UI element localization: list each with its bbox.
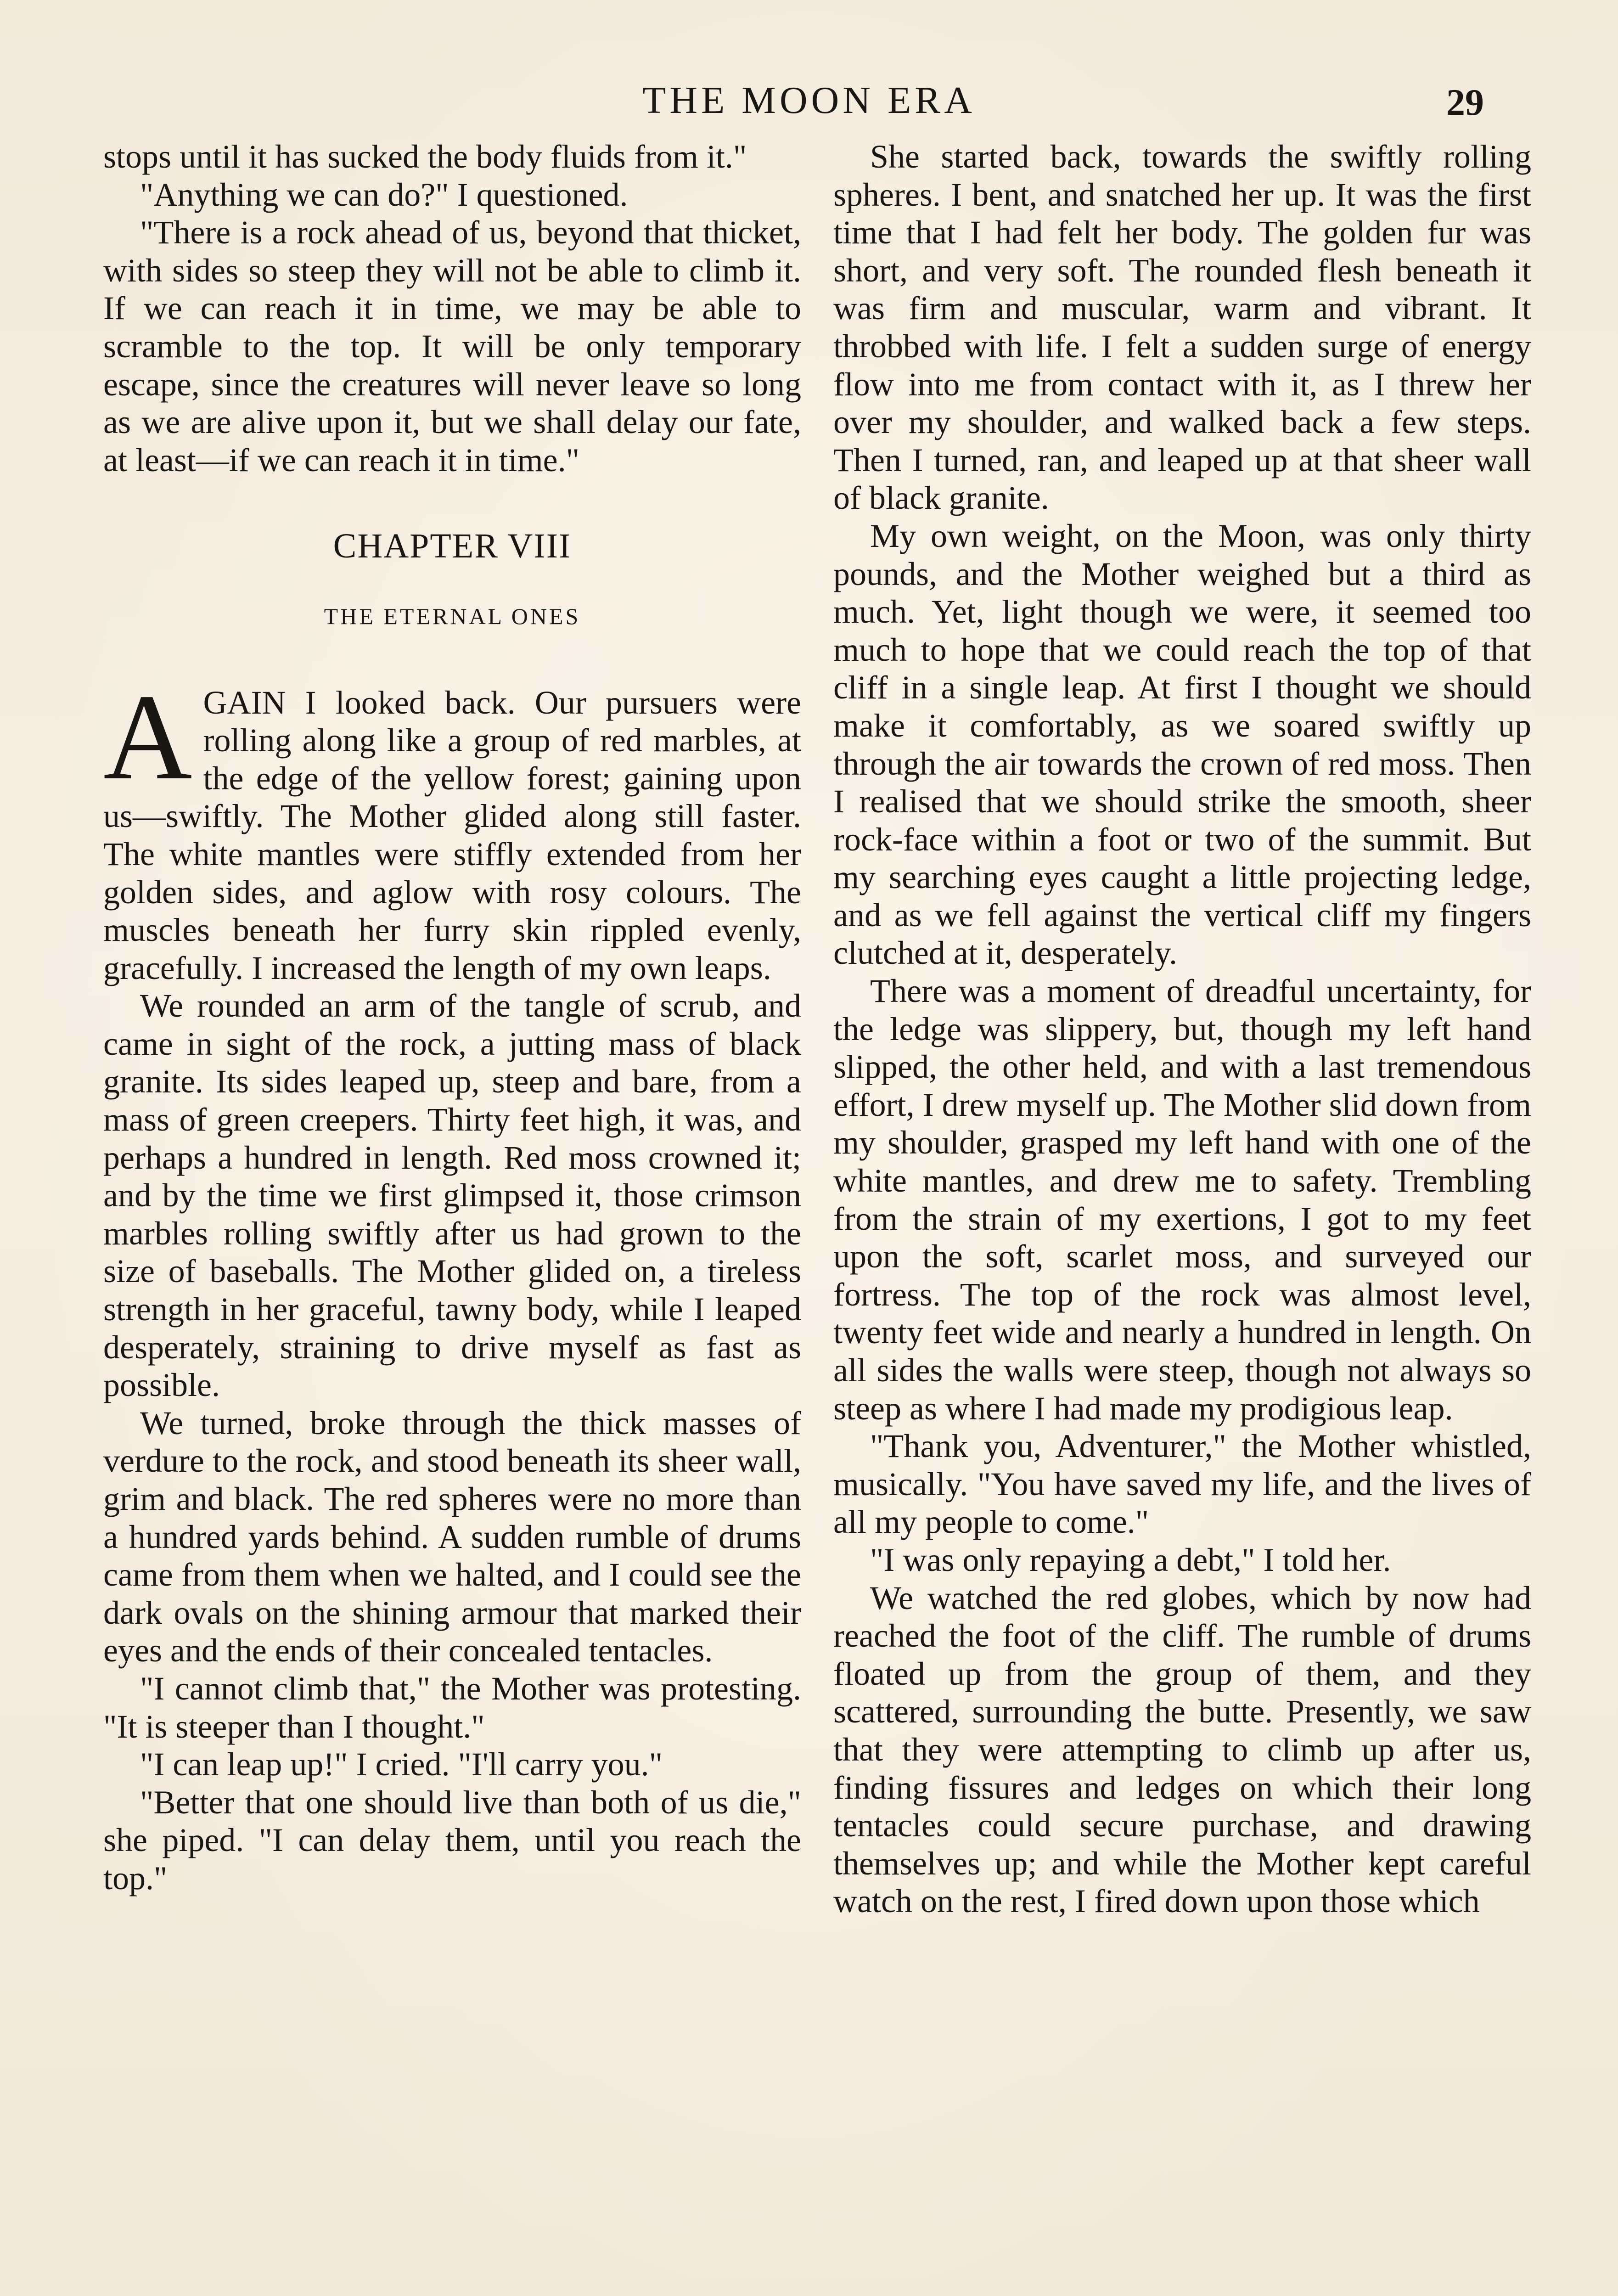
left-column — [103, 138, 801, 1897]
paragraph: stops until it has sucked the body fluids from it." — [103, 138, 747, 175]
paragraph: "Better that one should live than both of us die," she piped. "I can delay them, until you reach the top." — [103, 1784, 801, 1896]
chapter-opening-paragraph — [103, 668, 801, 987]
paragraph: "Thank you, Adventurer," the Mother whistled, musically. "You have saved my life, and the lives of all my people to come." — [833, 1428, 1531, 1541]
paragraph-text: GAIN I looked back. Our pursuers were rolling along like a group of red marbles, at the edge of the yellow forest; gaining upon us—swiftly. The Mother glided along still faster. The white mantles were stiffly extended from her golden sides, and aglow with rosy colours. The muscles beneath her furry skin rippled evenly, gracefully. I increased the length of my own leaps. — [103, 684, 801, 986]
paragraph: "I cannot climb that," the Mother was protesting. "It is steeper than I thought." — [103, 1670, 801, 1745]
paragraph: We rounded an arm of the tangle of scrub, and came in sight of the rock, a jutting mass of black granite. Its sides leaped up, steep and bare, from a mass of green creepers. Thirty feet high, it was, and perhaps a hundred in length. Red moss crowned it; and by the time we first glimpsed it, those crimson marbles rolling swiftly after us had grown to the size of baseballs. The Mother glided on, a tireless strength in her graceful, tawny body, while I leaped desperately, straining to drive myself as fast as possible. — [103, 987, 801, 1404]
chapter-subtitle: THE ETERNAL ONES — [324, 603, 581, 629]
paragraph: There was a moment of dreadful uncertainty, for the ledge was slippery, but, though my left hand slipped, the other held, and with a last tremendous effort, I drew myself up. The Mother slid down from my shoulder, grasped my left hand with one of the white mantles, and drew me to safety. Trembling from the strain of my exertions, I got to my feet upon the soft, scarlet moss, and surveyed our fortress. The top of the rock was almost level, twenty feet wide and nearly a hundred in length. On all sides the walls were steep, though not always so steep as where I had made my prodigious leap. — [833, 973, 1531, 1427]
chapter-title: CHAPTER VIII — [333, 527, 572, 566]
running-title: THE MOON ERA — [642, 79, 976, 122]
paragraph: We turned, broke through the thick masses of verdure to the rock, and stood beneath its sheer wall, grim and black. The red spheres were no more than a hundred yards behind. A sudden rumble of drums came from them when we halted, and I could see the dark ovals on the shining armour that marked their eyes and the ends of their concealed tentacles. — [103, 1404, 801, 1669]
paragraph: She started back, towards the swiftly rolling spheres. I bent, and snatched her up. It was the first time that I had felt her body. The golden fur was short, and very soft. The rounded flesh beneath it was firm and muscular, warm and vibrant. It throbbed with life. I felt a sudden surge of energy flow into me from contact with it, as I threw her over my shoulder, and walked back a few steps. Then I turned, ran, and leaped up at that sheer wall of black granite. — [833, 138, 1531, 517]
paragraph: "There is a rock ahead of us, beyond that thicket, with sides so steep they will not be able to climb it. If we can reach it in time, we may be able to scramble to the top. It will be only temporary escape, since the creatures will never leave so long as we are alive upon it, but we shall delay our fate, at least—if we can reach it in time." — [103, 214, 801, 478]
paragraph: "I can leap up!" I cried. "I'll carry you." — [140, 1746, 663, 1783]
page-number: 29 — [1446, 81, 1484, 123]
paragraph: "Anything we can do?" I questioned. — [140, 176, 628, 213]
paragraph: "I was only repaying a debt," I told her. — [870, 1541, 1391, 1578]
paragraph: We watched the red globes, which by now had reached the foot of the cliff. The rumble of drums floated up from the group of them, and they scattered, surrounding the butte. Presently, we saw that they were attempting to climb up after us, finding fissures and ledges on which their long tentacles could secure purchase, and drawing themselves up; and while the Mother kept careful watch on the rest, I fired down upon those which — [833, 1579, 1531, 1920]
paragraph: My own weight, on the Moon, was only thirty pounds, and the Mother weighed but a third as much. Yet, light though we were, it seemed too much to hope that we could reach the top of that cliff in a single leap. At first I thought we should make it comfortably, as we soared swiftly up through the air towards the crown of red moss. Then I realised that we should strike the smooth, sheer rock-face within a foot or two of the summit. But my searching eyes caught a little projecting ledge, and as we fell against the vertical cliff my fingers clutched at it, desperately. — [833, 517, 1531, 972]
drop-cap: A — [103, 668, 192, 805]
right-column — [833, 138, 1531, 1920]
